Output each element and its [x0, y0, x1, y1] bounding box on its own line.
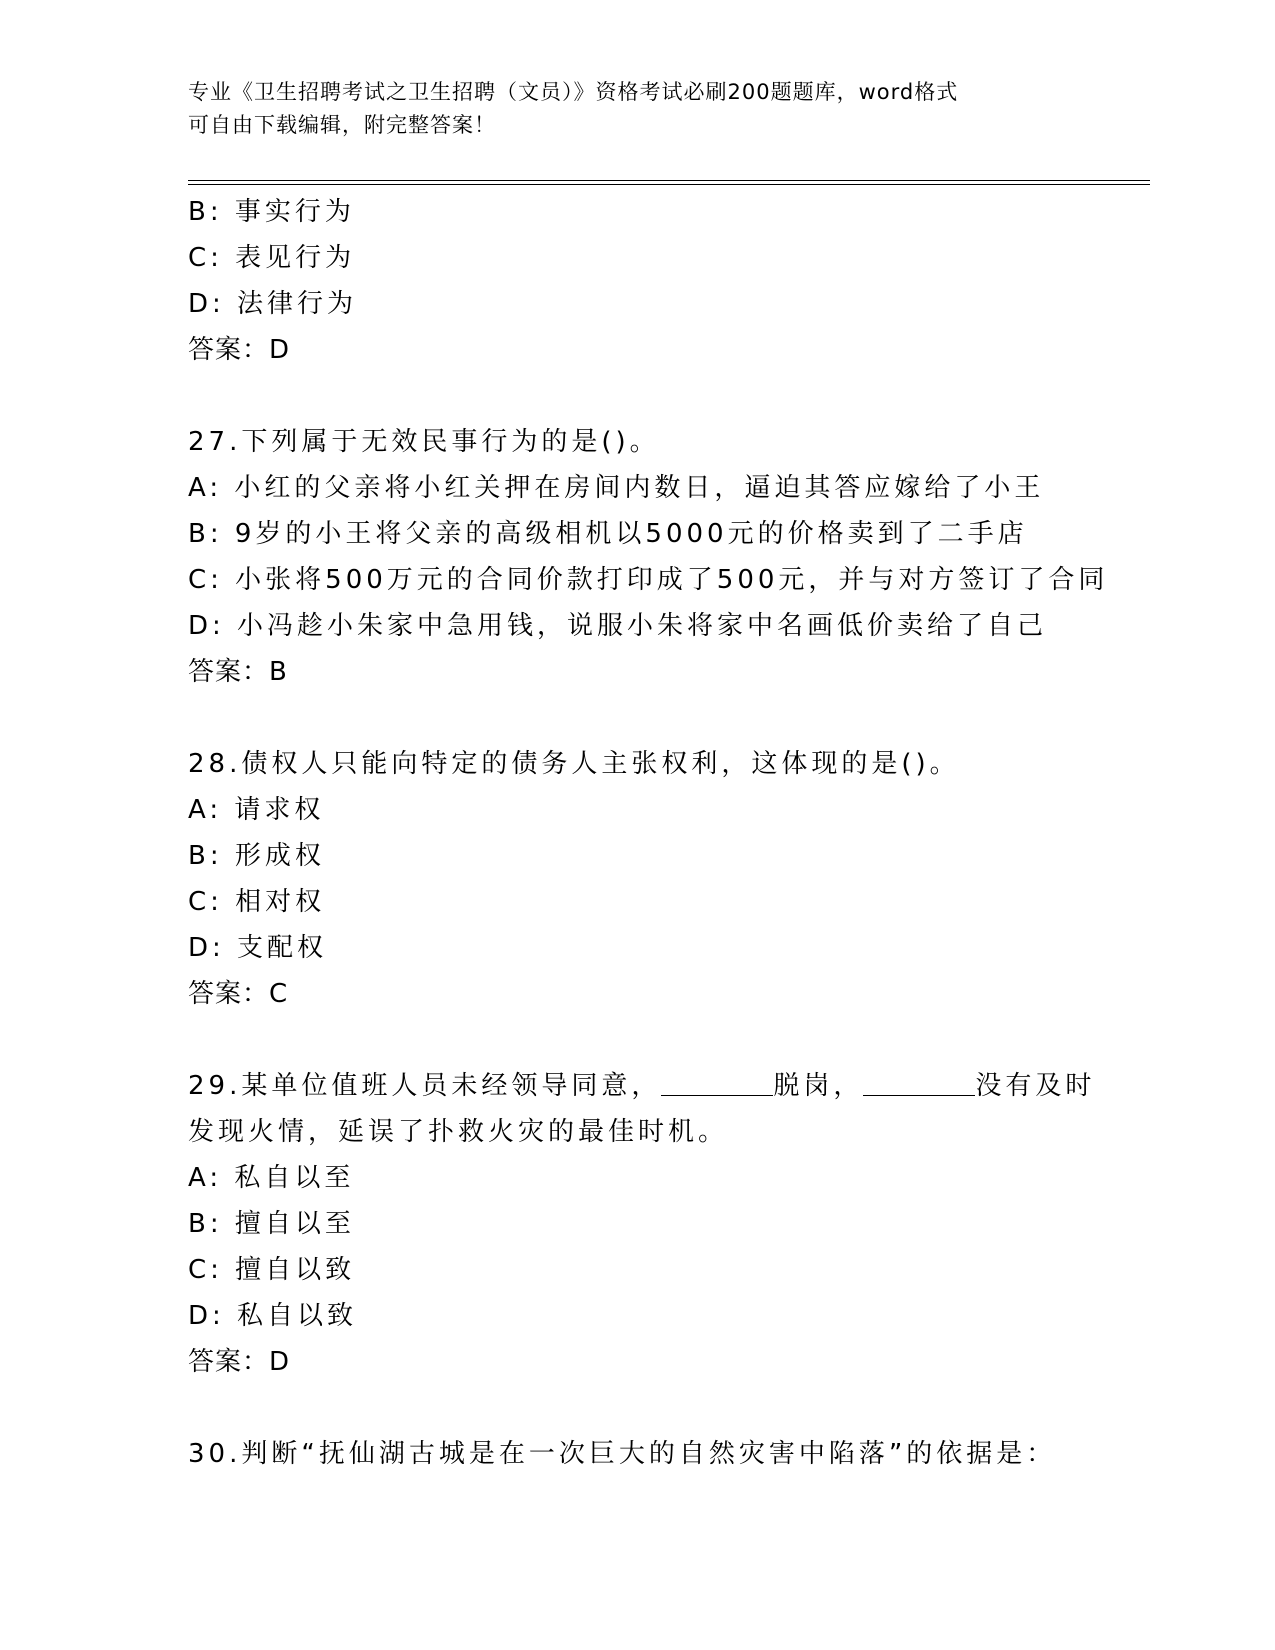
option-a: A: 小红的父亲将小红关押在房间内数日，逼迫其答应嫁给了小王: [188, 473, 1045, 503]
option-b: B: 9岁的小王将父亲的高级相机以5000元的价格卖到了二手店: [188, 519, 1028, 549]
header-title-line2: 可自由下载编辑，附完整答案！: [188, 113, 496, 137]
question-stem: 28.债权人只能向特定的债务人主张权利，这体现的是()。: [188, 749, 960, 779]
question-stem-continued: 发现火情，延误了扑救火灾的最佳时机。: [188, 1117, 729, 1147]
stem-part-1: 29.某单位值班人员未经领导同意，: [188, 1071, 662, 1101]
stem-part-2: 脱岗，: [773, 1071, 864, 1101]
fill-in-blank-2: [863, 1069, 975, 1096]
question-29: [188, 1063, 1148, 1385]
spacer: [188, 1017, 1148, 1063]
question-stem: 27.下列属于无效民事行为的是()。: [188, 427, 660, 457]
option-b: B: 事实行为: [188, 197, 355, 227]
option-c: C: 小张将500万元的合同价款打印成了500元，并与对方签订了合同: [188, 565, 1109, 595]
spacer: [188, 1385, 1148, 1431]
question-30: [188, 1431, 1148, 1477]
answer-line: 答案：B: [188, 657, 288, 687]
header-divider: [188, 180, 1150, 185]
option-d: D: 小冯趁小朱家中急用钱，说服小朱将家中名画低价卖给了自己: [188, 611, 1048, 641]
option-d: D: 法律行为: [188, 289, 358, 319]
question-stem: 30.判断“抚仙湖古城是在一次巨大的自然灾害中陷落”的依据是：: [188, 1439, 1057, 1469]
question-28: [188, 741, 1148, 1017]
question-list: [188, 189, 1148, 1477]
option-c: C: 擅自以致: [188, 1255, 356, 1285]
option-d: D: 私自以致: [188, 1301, 358, 1331]
document-header: [188, 76, 1088, 142]
fill-in-blank-1: [661, 1069, 773, 1096]
question-27: [188, 419, 1148, 695]
question-26-tail: [188, 189, 1148, 373]
option-c: C: 表见行为: [188, 243, 356, 273]
option-b: B: 擅自以至: [188, 1209, 355, 1239]
question-stem: [188, 1063, 1148, 1109]
stem-part-3: 没有及时: [975, 1071, 1096, 1101]
option-d: D: 支配权: [188, 933, 328, 963]
option-c: C: 相对权: [188, 887, 326, 917]
option-a: A: 私自以至: [188, 1163, 355, 1193]
spacer: [188, 695, 1148, 741]
header-title-line1: 专业《卫生招聘考试之卫生招聘（文员）》资格考试必刷200题题库，word格式: [188, 80, 959, 104]
answer-line: 答案：D: [188, 1347, 291, 1377]
answer-line: 答案：C: [188, 979, 289, 1009]
spacer: [188, 373, 1148, 419]
answer-line: 答案：D: [188, 335, 291, 365]
option-b: B: 形成权: [188, 841, 325, 871]
option-a: A: 请求权: [188, 795, 325, 825]
